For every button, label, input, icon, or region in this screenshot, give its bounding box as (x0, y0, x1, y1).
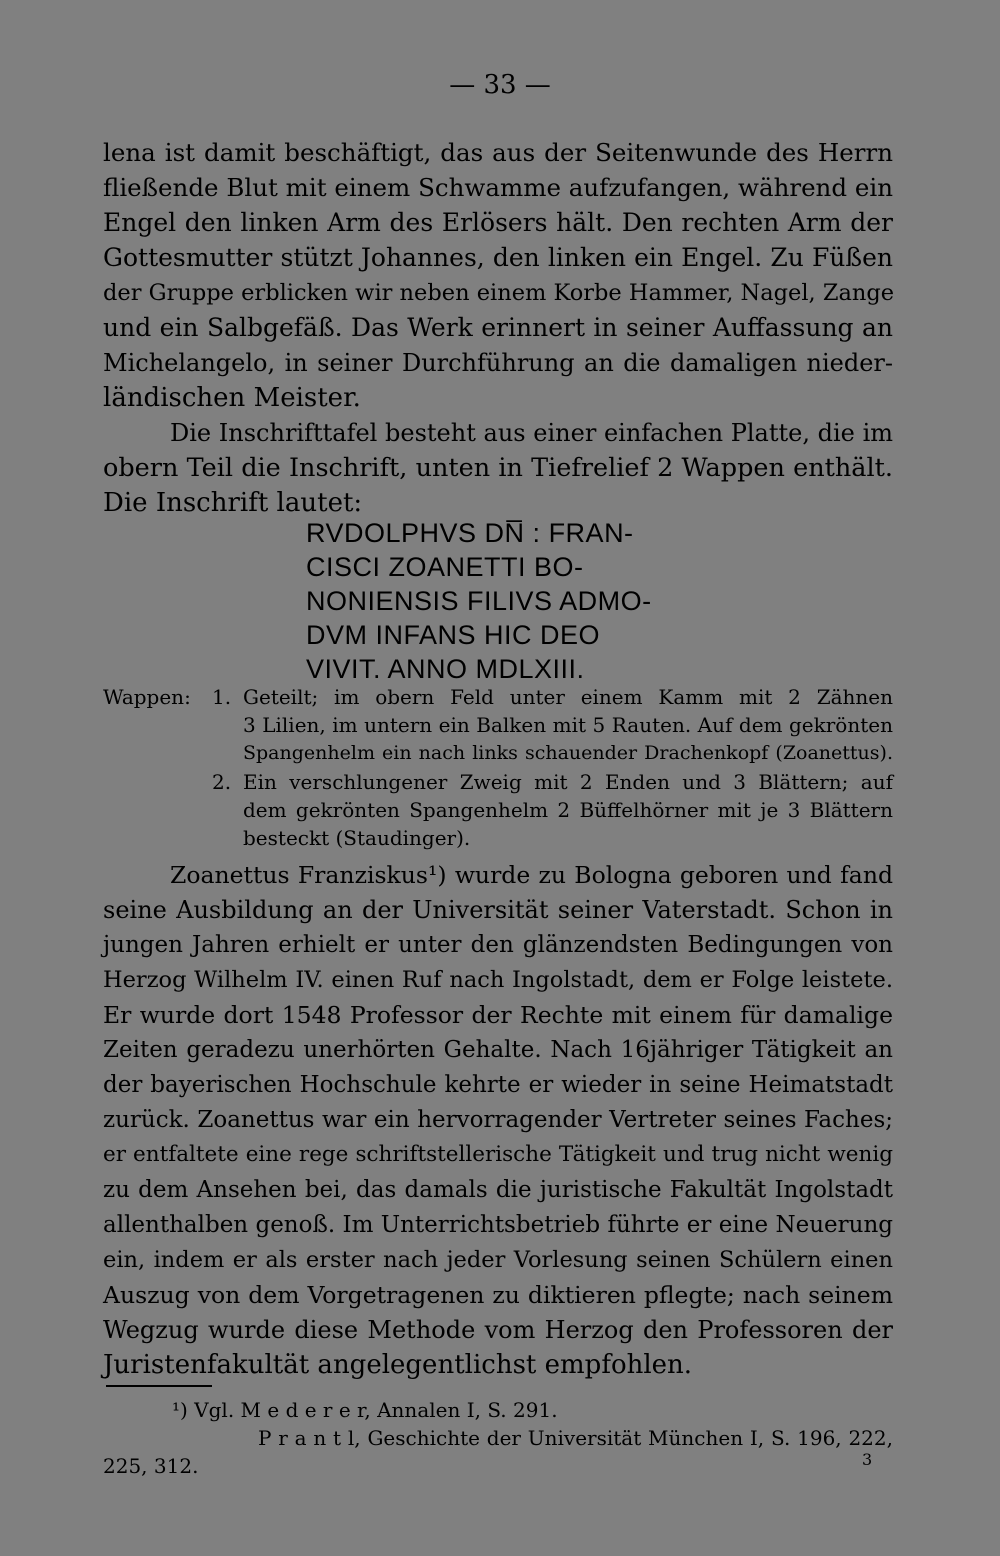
wappen-label: Wappen: (103, 685, 191, 709)
wappen-line: besteckt (Staudinger). (243, 826, 471, 850)
signature-mark: 3 (862, 1450, 873, 1469)
footnote-line: 225, 312. (103, 1454, 199, 1478)
text-line: seine Ausbildung an der Universität seiner Vaterstadt. Schon in (103, 896, 893, 924)
text-line: Engel den linken Arm des Erlösers hält. Den rechten Arm der (103, 208, 893, 237)
wappen-item-number: 2. (212, 770, 232, 794)
text-line: der Gruppe erblicken wir neben einem Korbe Hammer, Nagel, Zange (103, 280, 895, 306)
text-line: der bayerischen Hochschule kehrte er wieder in seine Heimatstadt (103, 1072, 893, 1098)
footnote-divider (106, 1385, 212, 1387)
text-line: und ein Salbgefäß. Das Werk erinnert in seiner Auffassung an (103, 313, 893, 342)
text-line: Die Inschrift lautet: (103, 488, 363, 518)
wappen-line: Spangenhelm ein nach links schauender Drachenkopf (Zoanettus). (243, 742, 893, 764)
text-line: allenthalben genoß. Im Unterrichtsbetrieb führte er eine Neuerung (103, 1212, 893, 1238)
text-line: fließende Blut mit einem Schwamme aufzufangen, während ein (103, 173, 893, 202)
inscription-line: DVM INFANS HIC DEO (306, 620, 601, 650)
inscription-line: RVDOLPHVS DN̅ : FRAN- (306, 518, 634, 548)
text-line: lena ist damit beschäftigt, das aus der Seitenwunde des Herrn (103, 138, 893, 167)
text-line: Herzog Wilhelm IV. einen Ruf nach Ingolstadt, dem er Folge leistete. (103, 967, 893, 993)
footnote-line: ¹) Vgl. M e d e r e r, Annalen I, S. 291. (172, 1398, 558, 1422)
wappen-line: Ein verschlungener Zweig mit 2 Enden und 3 Blättern; auf (243, 770, 893, 794)
text-line: jungen Jahren erhielt er unter den glänzendsten Bedingungen von (103, 932, 893, 958)
text-line: Juristenfakultät angelegentlichst empfohlen. (103, 1350, 693, 1380)
text-line: Michelangelo, in seiner Durchführung an die damaligen nieder- (103, 349, 893, 377)
text-line: ein, indem er als erster nach jeder Vorlesung seinen Schülern einen (103, 1247, 893, 1273)
text-line: zurück. Zoanettus war ein hervorragender Vertreter seines Faches; (103, 1107, 893, 1133)
text-line: Zoanettus Franziskus¹) wurde zu Bologna geboren und fand (170, 861, 893, 889)
text-line: zu dem Ansehen bei, das damals die juristische Fakultät Ingolstadt (103, 1177, 893, 1203)
text-line: Die Inschrifttafel besteht aus einer einfachen Platte, die im (170, 419, 893, 447)
inscription-line: NONIENSIS FILIVS ADMO- (306, 586, 652, 616)
wappen-line: 3 Lilien, im untern ein Balken mit 5 Rauten. Auf dem gekrönten (243, 713, 893, 737)
text-line: Wegzug wurde diese Methode vom Herzog den Professoren der (103, 1316, 893, 1344)
page-number: — 33 — (449, 70, 551, 100)
text-line: er entfaltete eine rege schriftstellerische Tätigkeit und trug nicht wenig (103, 1142, 893, 1167)
text-line: Gottesmutter stützt Johannes, den linken ein Engel. Zu Füßen (103, 243, 893, 272)
footnote-line: P r a n t l, Geschichte der Universität München I, S. 196, 222, (258, 1426, 893, 1450)
wappen-item-number: 1. (212, 685, 232, 709)
text-line: Er wurde dort 1548 Professor der Rechte mit einem für damalige (103, 1001, 893, 1029)
inscription-line: VIVIT. ANNO MDLXIII. (306, 654, 585, 684)
wappen-line: Geteilt; im obern Feld unter einem Kamm mit 2 Zähnen (243, 685, 893, 709)
wappen-line: dem gekrönten Spangenhelm 2 Büffelhörner mit je 3 Blättern (243, 798, 893, 822)
text-line: ländischen Meister. (103, 383, 361, 413)
text-line: Auszug von dem Vorgetragenen zu diktieren pflegte; nach seinem (103, 1281, 893, 1309)
text-line: obern Teil die Inschrift, unten in Tiefrelief 2 Wappen enthält. (103, 453, 893, 483)
inscription-line: CISCI ZOANETTI BO- (306, 552, 584, 582)
text-line: Zeiten geradezu unerhörten Gehalte. Nach 16jähriger Tätigkeit an (103, 1037, 893, 1063)
